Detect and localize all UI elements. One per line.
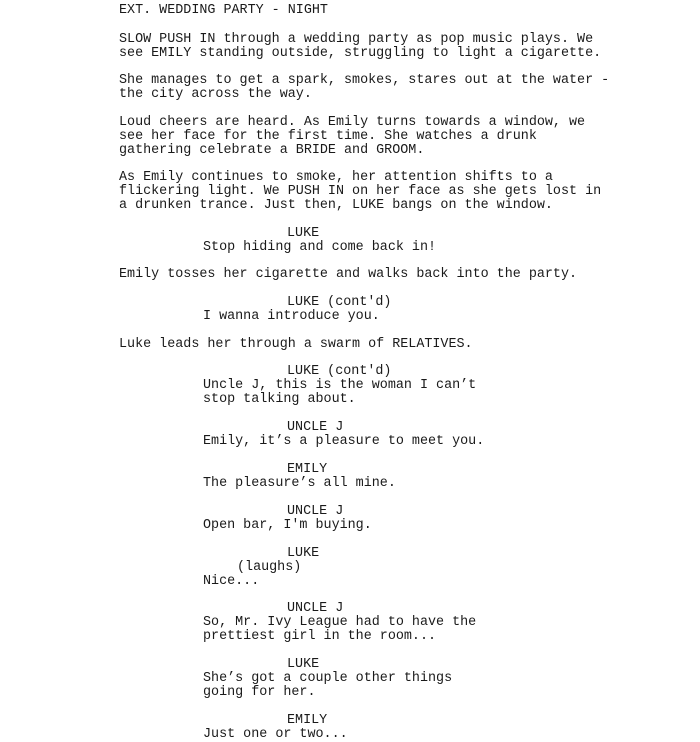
action-line: SLOW PUSH IN through a wedding party as pop music plays. We — [119, 32, 594, 47]
action-line: see her face for the first time. She watches a drunk — [119, 129, 537, 144]
character-cue: EMILY — [287, 713, 328, 728]
action-line: She manages to get a spark, smokes, stares out at the water - — [119, 73, 610, 88]
action-line: a drunken trance. Just then, LUKE bangs on the window. — [119, 198, 553, 213]
parenthetical: (laughs) — [237, 560, 302, 575]
character-cue: LUKE (cont'd) — [287, 295, 392, 310]
action-line: the city across the way. — [119, 87, 312, 102]
dialogue-line: The pleasure’s all mine. — [203, 476, 396, 491]
dialogue-line: Emily, it’s a pleasure to meet you. — [203, 434, 485, 449]
character-cue: LUKE — [287, 546, 320, 561]
character-cue: EMILY — [287, 462, 328, 477]
dialogue-line: going for her. — [203, 685, 316, 700]
dialogue-line: She’s got a couple other things — [203, 671, 453, 686]
character-cue: UNCLE J — [287, 420, 344, 435]
dialogue-line: Uncle J, this is the woman I can’t — [203, 378, 477, 393]
dialogue-line: Stop hiding and come back in! — [203, 240, 437, 255]
action-line: Luke leads her through a swarm of RELATIVES. — [119, 337, 473, 352]
character-cue: UNCLE J — [287, 504, 344, 519]
dialogue-line: prettiest girl in the room... — [203, 629, 437, 644]
dialogue-line: Just one or two... — [203, 727, 348, 742]
action-line: Loud cheers are heard. As Emily turns towards a window, we — [119, 115, 586, 130]
scene-heading: EXT. WEDDING PARTY - NIGHT — [119, 3, 328, 18]
action-line: see EMILY standing outside, struggling to light a cigarette. — [119, 46, 602, 61]
dialogue-line: I wanna introduce you. — [203, 309, 380, 324]
dialogue-line: stop talking about. — [203, 392, 356, 407]
character-cue: UNCLE J — [287, 601, 344, 616]
character-cue: LUKE (cont'd) — [287, 364, 392, 379]
dialogue-line: So, Mr. Ivy League had to have the — [203, 615, 477, 630]
action-line: flickering light. We PUSH IN on her face as she gets lost in — [119, 184, 602, 199]
action-line: gathering celebrate a BRIDE and GROOM. — [119, 143, 425, 158]
action-line: As Emily continues to smoke, her attention shifts to a — [119, 170, 553, 185]
dialogue-line: Open bar, I'm buying. — [203, 518, 372, 533]
character-cue: LUKE — [287, 226, 320, 241]
action-line: Emily tosses her cigarette and walks back into the party. — [119, 267, 578, 282]
dialogue-line: Nice... — [203, 574, 260, 589]
character-cue: LUKE — [287, 657, 320, 672]
